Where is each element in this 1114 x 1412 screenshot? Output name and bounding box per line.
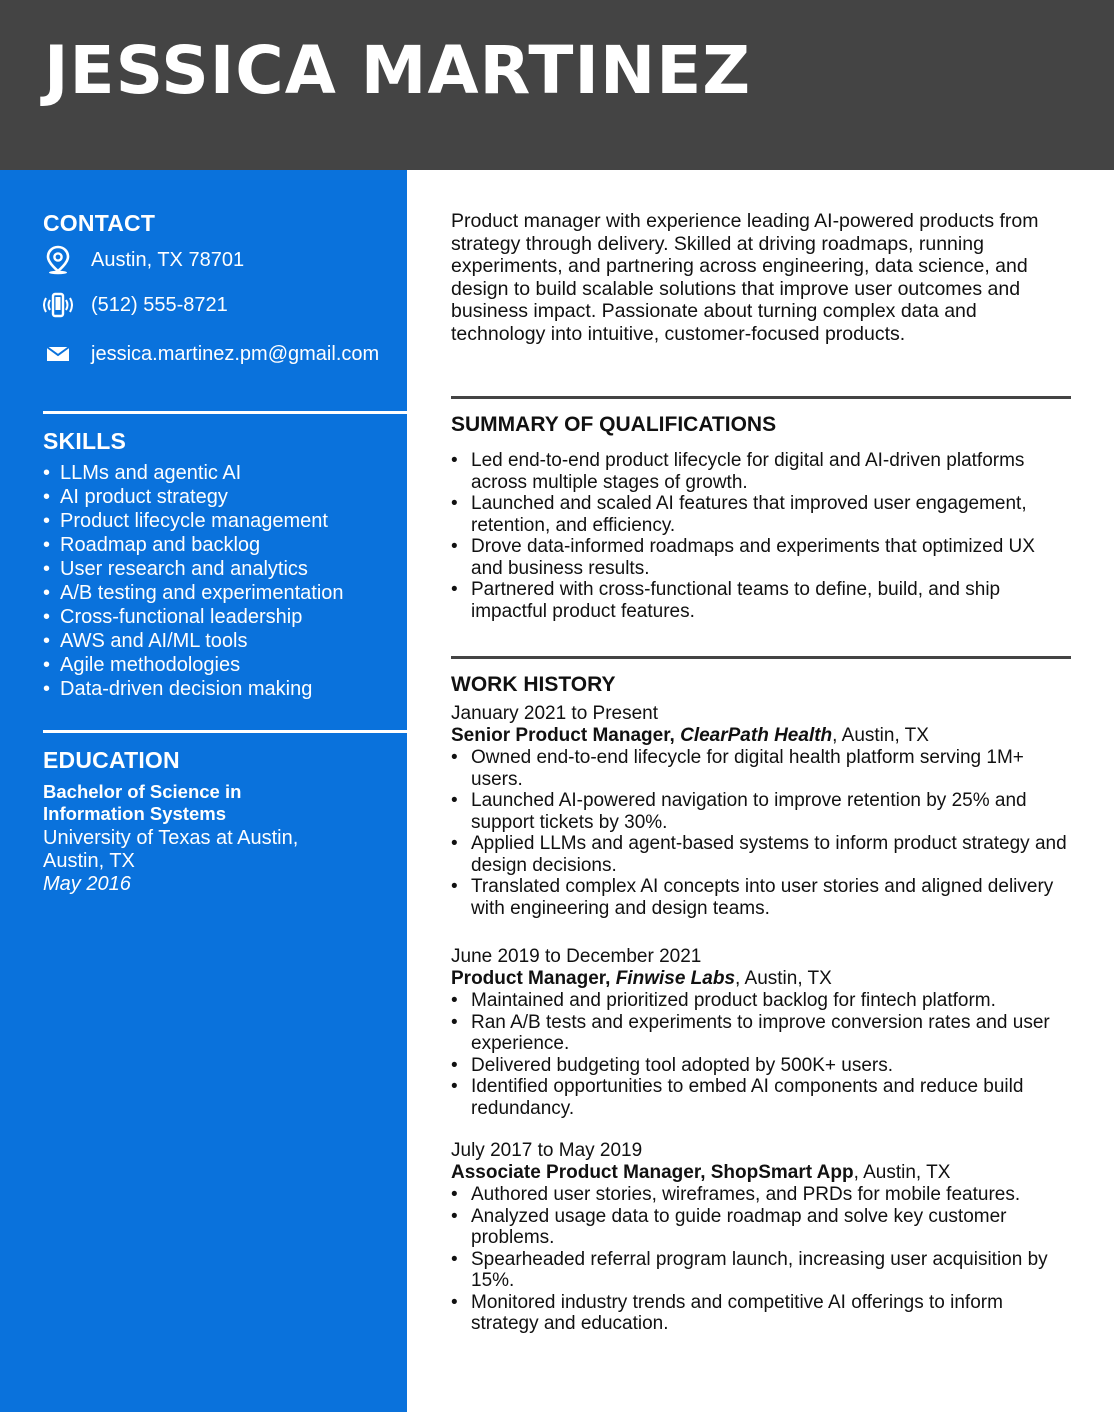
skill-item: • Roadmap and backlog (43, 533, 344, 557)
phone-icon (43, 290, 73, 320)
sidebar-divider (43, 730, 407, 733)
skill-item: • A/B testing and experimentation (43, 581, 344, 605)
job-bullet: • Owned end-to-end lifecycle for digital health platform serving 1M+ users. (451, 747, 1071, 790)
skill-item: • Data-driven decision making (43, 677, 344, 701)
education-block (43, 781, 298, 896)
job-bullet: • Translated complex AI concepts into user stories and aligned delivery with engineering and design teams. (451, 876, 1071, 919)
job-title: Senior Product Manager, (451, 725, 675, 746)
job-company: Finwise Labs (615, 968, 736, 989)
contact-phone-text: (512) 555-8721 (91, 293, 228, 316)
skill-item: • LLMs and agentic AI (43, 461, 344, 485)
job-dates: July 2017 to May 2019 (451, 1140, 643, 1161)
skill-item: • Product lifecycle management (43, 509, 344, 533)
job-bullets (451, 747, 1071, 919)
job-dates: June 2019 to December 2021 (451, 946, 702, 967)
job-bullet: • Ran A/B tests and experiments to improve conversion rates and user experience. (451, 1012, 1071, 1055)
sidebar (0, 170, 407, 1412)
school-location: Austin, TX (43, 850, 135, 872)
skill-item: • Agile methodologies (43, 653, 344, 677)
location-pin-icon (43, 245, 73, 275)
job-entry (451, 703, 1071, 919)
contact-email (43, 339, 379, 369)
job-title-line (451, 725, 1071, 747)
qualification-item: • Partnered with cross-functional teams to define, build, and ship impactful product features. (451, 579, 1071, 622)
skill-item: • Cross-functional leadership (43, 605, 344, 629)
job-bullet: • Monitored industry trends and competitive AI offerings to inform strategy and education. (451, 1292, 1071, 1335)
work-history-heading: WORK HISTORY (451, 673, 616, 696)
job-location: , Austin, TX (735, 968, 832, 989)
skill-item: • AWS and AI/ML tools (43, 629, 344, 653)
job-company: ClearPath Health (680, 725, 833, 746)
profile-summary: Product manager with experience leading AI-powered products from strategy through delivery. Skilled at driving roadmaps, running experiments, and partnering across engineering, data science, and design to build scalable solutions that improve user outcomes and business impact. Passionate about turning complex data and technology into intuitive, customer-focused products. (451, 210, 1039, 345)
section-divider (451, 396, 1071, 399)
contact-email-text: jessica.martinez.pm@gmail.com (91, 342, 380, 365)
envelope-icon (43, 339, 73, 369)
qualification-item: • Led end-to-end product lifecycle for digital and AI-driven platforms across multiple stages of growth. (451, 450, 1071, 493)
job-bullets (451, 1184, 1071, 1335)
job-title: Associate Product Manager, ShopSmart App (451, 1162, 854, 1183)
job-title: Product Manager, (451, 968, 611, 989)
education-heading: EDUCATION (43, 747, 180, 773)
skills-list (43, 461, 344, 701)
contact-phone (43, 290, 228, 320)
summary-heading: SUMMARY OF QUALIFICATIONS (451, 413, 777, 436)
job-bullet: • Authored user stories, wireframes, and PRDs for mobile features. (451, 1184, 1071, 1206)
contact-location (43, 245, 244, 275)
qualifications-list (451, 450, 1071, 622)
sidebar-divider (43, 411, 407, 414)
job-location: , Austin, TX (853, 1162, 951, 1183)
job-bullet: • Maintained and prioritized product backlog for fintech platform. (451, 990, 1071, 1012)
job-bullet: • Identified opportunities to embed AI components and reduce build redundancy. (451, 1076, 1071, 1119)
job-bullet: • Launched AI-powered navigation to improve retention by 25% and support tickets by 30%. (451, 790, 1071, 833)
job-bullet: • Analyzed usage data to guide roadmap and solve key customer problems. (451, 1206, 1071, 1249)
qualification-item: • Launched and scaled AI features that improved user engagement, retention, and efficiency. (451, 493, 1071, 536)
section-divider (451, 656, 1071, 659)
candidate-name: JESSICA MARTINEZ (44, 32, 752, 109)
contact-heading: CONTACT (43, 210, 156, 236)
contact-location-text: Austin, TX 78701 (91, 248, 245, 271)
school-name: University of Texas at Austin, (43, 827, 299, 849)
job-bullets (451, 990, 1071, 1119)
skills-heading: SKILLS (43, 428, 126, 454)
job-title-line (451, 1162, 1071, 1184)
skill-item: • AI product strategy (43, 485, 344, 509)
job-bullet: • Applied LLMs and agent-based systems to inform product strategy and design decisions. (451, 833, 1071, 876)
graduation-date: May 2016 (43, 873, 131, 895)
job-bullet: • Delivered budgeting tool adopted by 500K+ users. (451, 1055, 1071, 1077)
qualification-item: • Drove data-informed roadmaps and experiments that optimized UX and business results. (451, 536, 1071, 579)
degree-line: Information Systems (43, 803, 226, 824)
job-location: , Austin, TX (832, 725, 929, 746)
job-entry (451, 946, 1071, 1119)
degree-line: Bachelor of Science in (43, 781, 242, 802)
skill-item: • User research and analytics (43, 557, 344, 581)
job-dates: January 2021 to Present (451, 703, 659, 724)
header-bar (0, 0, 1114, 170)
job-entry (451, 1140, 1071, 1335)
job-bullet: • Spearheaded referral program launch, increasing user acquisition by 15%. (451, 1249, 1071, 1292)
job-title-line (451, 968, 1071, 990)
